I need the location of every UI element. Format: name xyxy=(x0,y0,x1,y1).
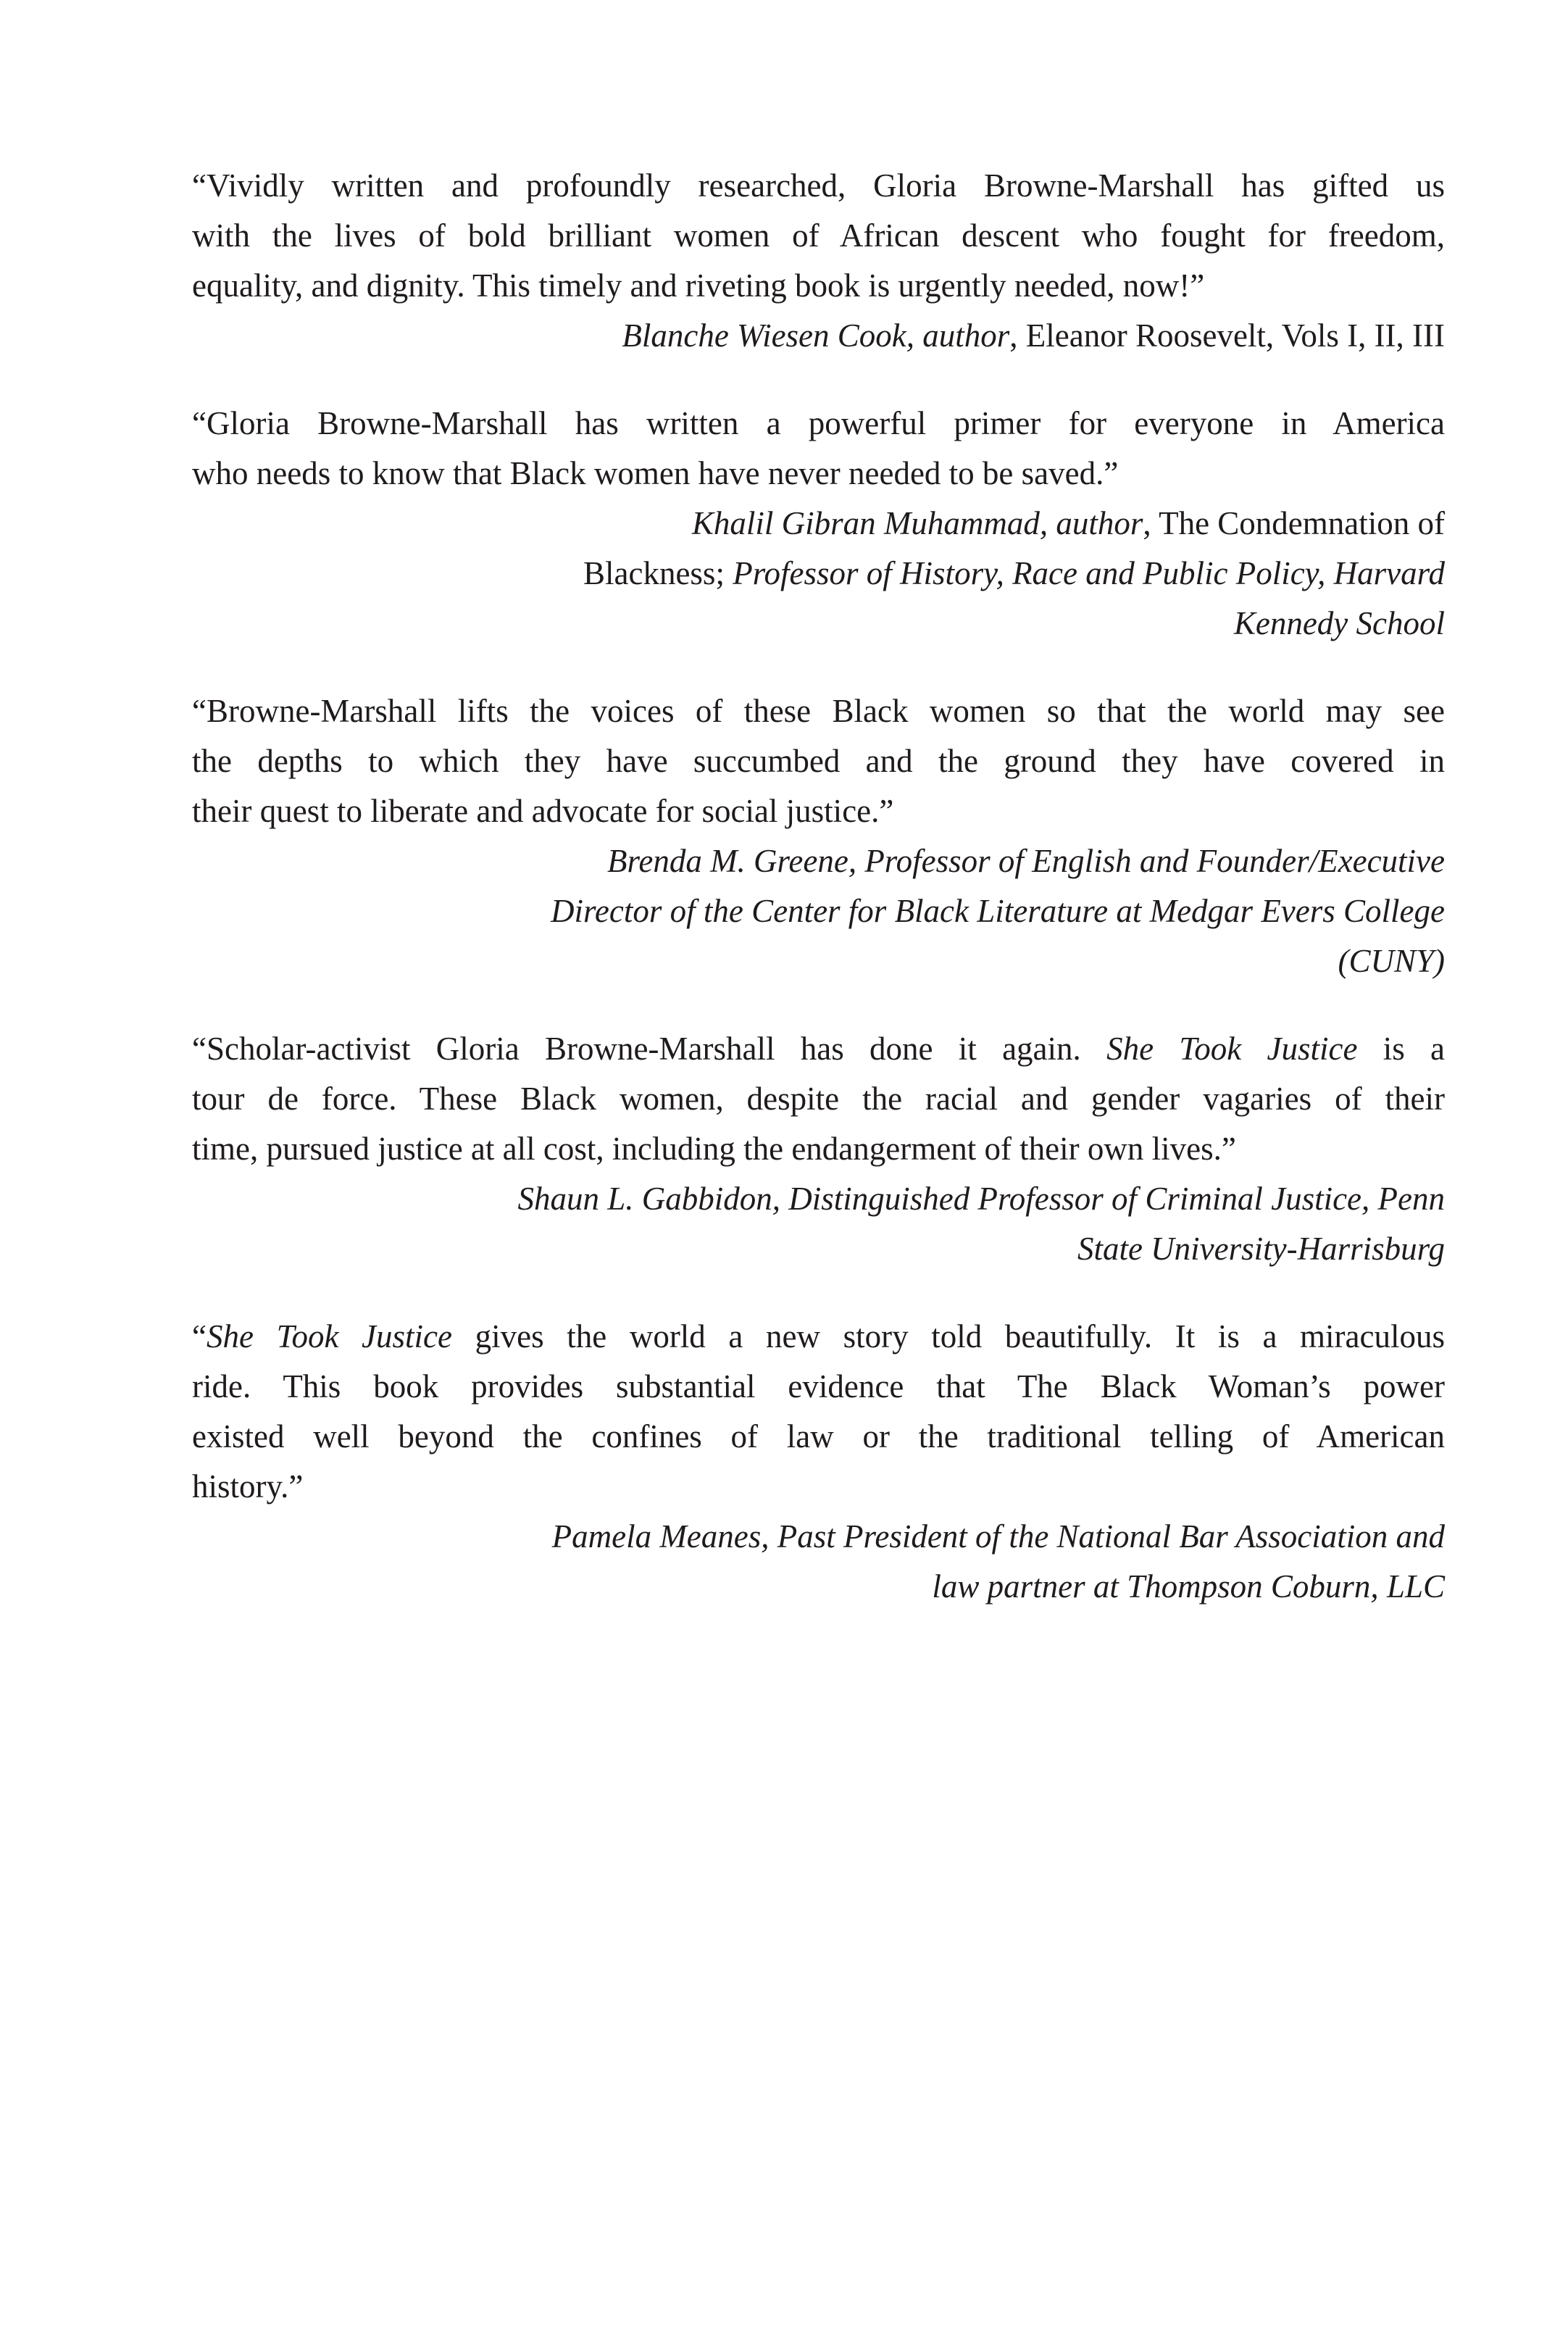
text-segment: history.” xyxy=(192,1468,304,1505)
quote-text xyxy=(192,399,1445,499)
quote-line xyxy=(192,1312,1445,1362)
text-segment: existed well beyond the confines of law or the traditional telling of American xyxy=(192,1418,1445,1455)
text-segment: equality, and dignity. This timely and riveting book is urgently needed, now!” xyxy=(192,267,1205,304)
text-segment: time, pursued justice at all cost, including the endangerment of their own lives.” xyxy=(192,1131,1236,1167)
quote-text xyxy=(192,1024,1445,1174)
attribution xyxy=(192,311,1445,361)
text-segment: Blanche Wiesen Cook, author xyxy=(622,317,1010,354)
quote-line xyxy=(192,261,1445,311)
attribution-line xyxy=(192,499,1445,549)
text-segment: She Took Justice xyxy=(1106,1031,1358,1067)
text-segment: State University-Harrisburg xyxy=(1077,1231,1445,1267)
attribution-line xyxy=(192,836,1445,886)
attribution-line xyxy=(192,1562,1445,1612)
text-segment: gives the world a new story told beautifully. It is a miraculous xyxy=(452,1318,1445,1355)
endorsement-block xyxy=(192,686,1445,986)
attribution xyxy=(192,1512,1445,1612)
attribution-line xyxy=(192,599,1445,649)
text-segment: law partner at Thompson Coburn, LLC xyxy=(932,1568,1445,1605)
quote-line xyxy=(192,1124,1445,1174)
attribution xyxy=(192,499,1445,649)
quote-line xyxy=(192,1462,1445,1512)
quote-line xyxy=(192,686,1445,736)
text-segment: Blackness; xyxy=(583,555,733,591)
text-segment: Brenda M. Greene, Professor of English and Founder/Executive xyxy=(607,843,1445,879)
text-segment: “Scholar-activist Gloria Browne-Marshall has done it again. xyxy=(192,1031,1107,1067)
attribution xyxy=(192,836,1445,986)
quote-line xyxy=(192,736,1445,786)
attribution-line xyxy=(192,1174,1445,1224)
text-segment: Shaun L. Gabbidon, Distinguished Professor of Criminal Justice, Penn xyxy=(517,1181,1445,1217)
text-segment: She Took Justice xyxy=(206,1318,452,1355)
attribution-line xyxy=(192,1224,1445,1274)
quote-text xyxy=(192,686,1445,836)
text-segment: tour de force. These Black women, despite the racial and gender vagaries of their xyxy=(192,1081,1445,1117)
quote-line xyxy=(192,786,1445,836)
endorsements-list xyxy=(192,161,1445,1612)
quote-line xyxy=(192,1362,1445,1412)
text-segment: their quest to liberate and advocate for social justice.” xyxy=(192,793,894,829)
text-segment: the depths to which they have succumbed and the ground they have covered in xyxy=(192,743,1445,779)
quote-line xyxy=(192,449,1445,499)
attribution-line xyxy=(192,311,1445,361)
text-segment: ride. This book provides substantial evidence that The Black Woman’s power xyxy=(192,1368,1445,1405)
endorsement-block xyxy=(192,399,1445,649)
attribution-line xyxy=(192,1512,1445,1562)
text-segment: Professor of History, Race and Public Policy, Harvard xyxy=(733,555,1445,591)
attribution-line xyxy=(192,886,1445,936)
endorsement-block xyxy=(192,161,1445,361)
text-segment: Director of the Center for Black Literature at Medgar Evers College xyxy=(551,893,1445,929)
quote-line xyxy=(192,211,1445,261)
text-segment: Khalil Gibran Muhammad, author xyxy=(691,505,1143,541)
quote-line xyxy=(192,1074,1445,1124)
attribution-line xyxy=(192,936,1445,986)
text-segment: “ xyxy=(192,1318,207,1355)
text-segment: , Eleanor Roosevelt, Vols I, II, III xyxy=(1009,317,1445,354)
text-segment: , The Condemnation of xyxy=(1143,505,1445,541)
text-segment: (CUNY) xyxy=(1338,943,1445,979)
quote-line xyxy=(192,1024,1445,1074)
endorsement-block xyxy=(192,1024,1445,1274)
attribution xyxy=(192,1174,1445,1274)
quote-line xyxy=(192,1412,1445,1462)
attribution-line xyxy=(192,549,1445,599)
text-segment: with the lives of bold brilliant women of African descent who fought for freedom, xyxy=(192,217,1445,254)
text-segment: “Gloria Browne-Marshall has written a powerful primer for everyone in America xyxy=(192,405,1445,441)
quote-text xyxy=(192,1312,1445,1512)
text-segment: Kennedy School xyxy=(1233,605,1445,641)
text-segment: is a xyxy=(1357,1031,1445,1067)
quote-line xyxy=(192,161,1445,211)
text-segment: Pamela Meanes, Past President of the National Bar Association and xyxy=(551,1518,1445,1555)
text-segment: who needs to know that Black women have never needed to be saved.” xyxy=(192,455,1119,491)
quote-text xyxy=(192,161,1445,311)
endorsement-block xyxy=(192,1312,1445,1612)
text-segment: “Vividly written and profoundly researched, Gloria Browne-Marshall has gifted us xyxy=(192,167,1445,204)
text-segment: “Browne-Marshall lifts the voices of these Black women so that the world may see xyxy=(192,693,1445,729)
quote-line xyxy=(192,399,1445,449)
